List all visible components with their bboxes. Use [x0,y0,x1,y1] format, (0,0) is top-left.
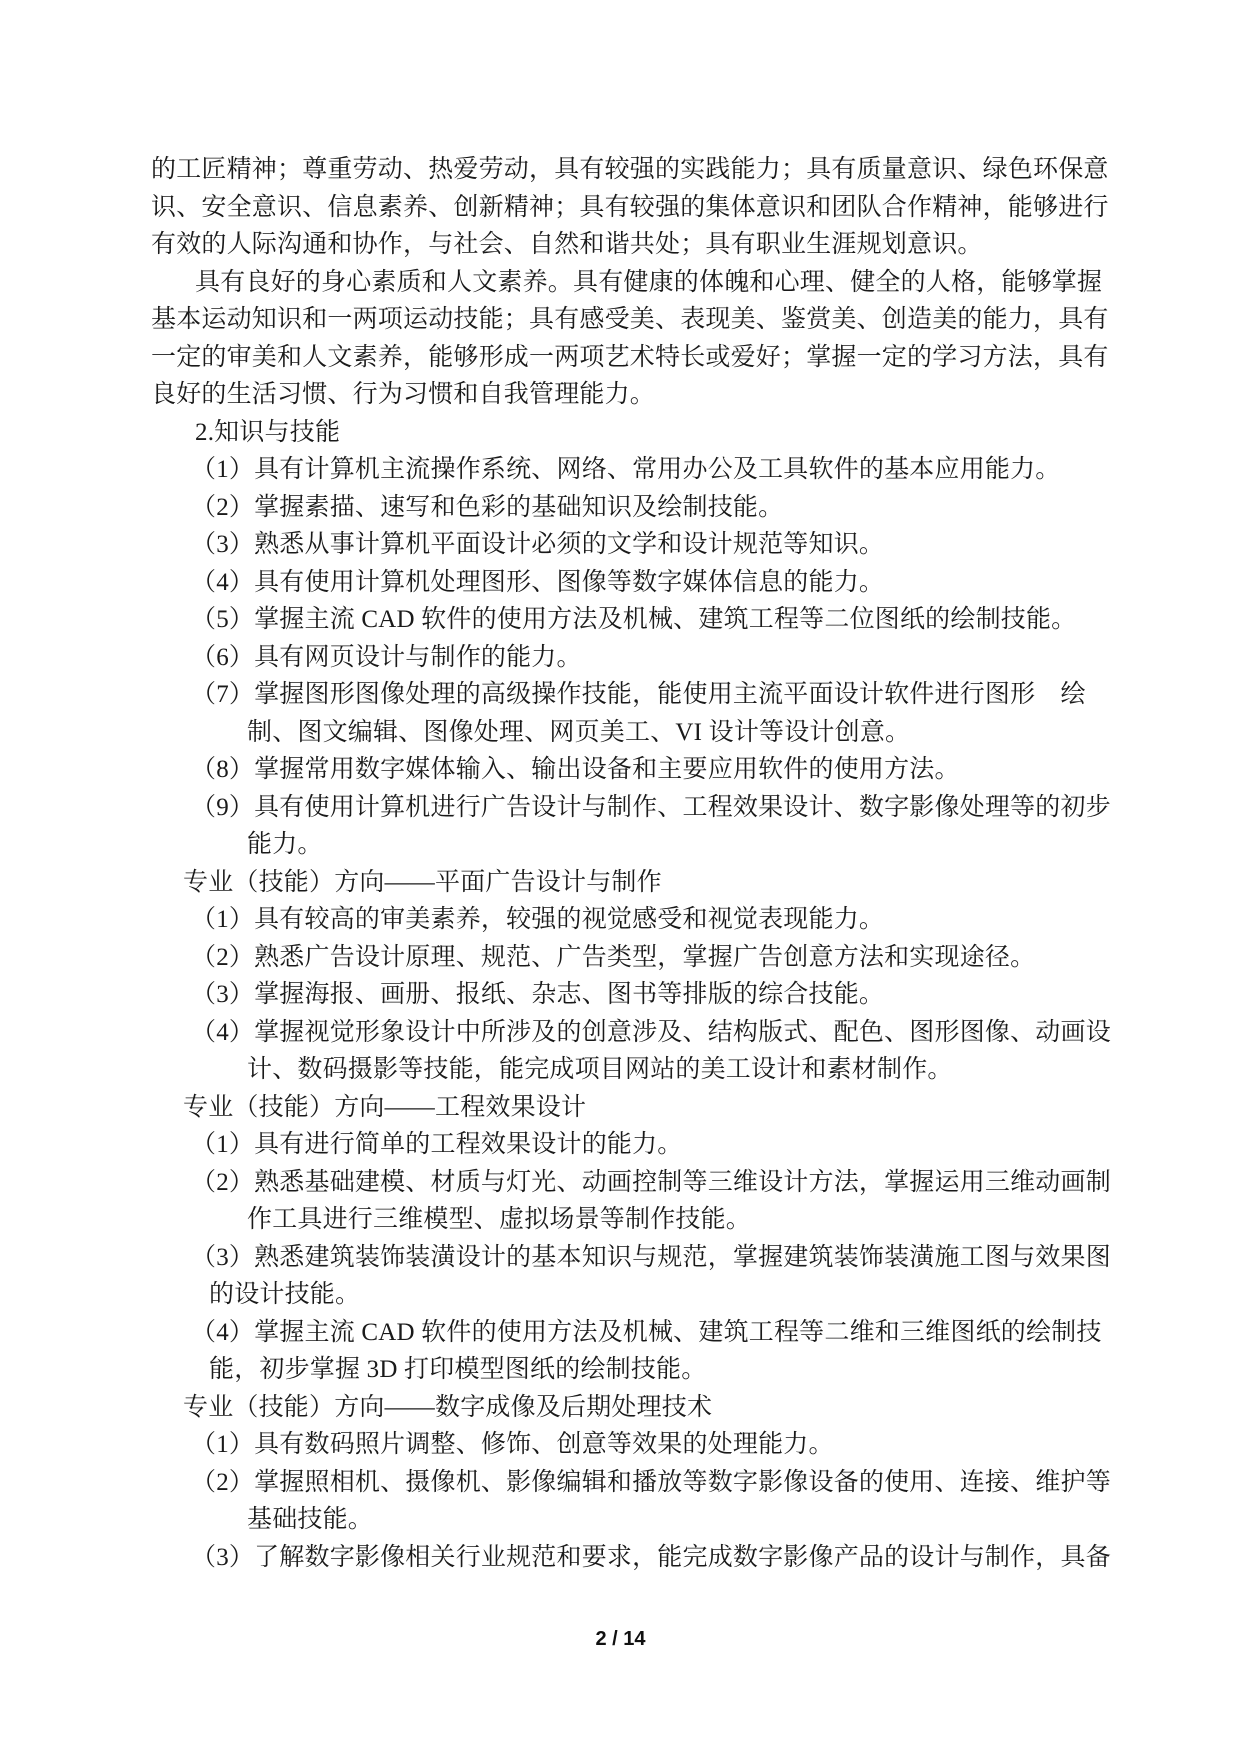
text-line: （3）了解数字影像相关行业规范和要求，能完成数字影像产品的设计与制作，具备 [191,1543,1111,1571]
text-line: （6）具有网页设计与制作的能力。 [191,643,582,671]
text-line: （1）具有进行简单的工程效果设计的能力。 [191,1131,683,1158]
text-line: 制、图文编辑、图像处理、网页美工、VI 设计等设计创意。 [247,718,911,746]
text-line: （7）掌握图形图像处理的高级操作技能，能使用主流平面设计软件进行图形 绘 [191,681,1086,708]
text-line: （1）具有较高的审美素养，较强的视觉感受和视觉表现能力。 [191,906,885,933]
text-line: 的设计技能。 [209,1281,361,1308]
text-line: 能，初步掌握 3D 打印模型图纸的绘制技能。 [209,1356,707,1383]
text-line: 具有良好的身心素质和人文素养。具有健康的体魄和心理、健全的人格，能够掌握 [195,268,1103,296]
text-line: 专业（技能）方向——工程效果设计 [183,1093,587,1121]
document-content [151,151,1116,1576]
text-line: 基本运动知识和一两项运动技能；具有感受美、表现美、鉴赏美、创造美的能力，具有 [151,306,1109,333]
text-line: 计、数码摄影等技能，能完成项目网站的美工设计和素材制作。 [247,1056,953,1083]
text-line: 专业（技能）方向——数字成像及后期处理技术 [183,1393,713,1421]
text-line: 识、安全意识、信息素养、创新精神；具有较强的集体意识和团队合作精神，能够进行 [151,193,1109,221]
text-line: 2.知识与技能 [195,418,341,446]
text-line: （2）熟悉广告设计原理、规范、广告类型，掌握广告创意方法和实现途径。 [191,943,1036,971]
text-line: （2）掌握照相机、摄像机、影像编辑和播放等数字影像设备的使用、连接、维护等 [191,1468,1111,1496]
text-line: 基础技能。 [247,1506,374,1533]
text-line: 的工匠精神；尊重劳动、热爱劳动，具有较强的实践能力；具有质量意识、绿色环保意 [151,156,1109,183]
text-line: （4）掌握主流 CAD 软件的使用方法及机械、建筑工程等二维和三维图纸的绘制技 [191,1318,1102,1346]
text-line: 能力。 [247,831,323,858]
text-line: 作工具进行三维模型、虚拟场景等制作技能。 [247,1206,752,1233]
text-line: （1）具有计算机主流操作系统、网络、常用办公及工具软件的基本应用能力。 [191,456,1061,483]
text-line: （1）具有数码照片调整、修饰、创意等效果的处理能力。 [191,1431,834,1458]
text-line: （4）具有使用计算机处理图形、图像等数字媒体信息的能力。 [191,568,885,596]
text-line: （9）具有使用计算机进行广告设计与制作、工程效果设计、数字影像处理等的初步 [191,793,1111,821]
page-footer [0,1628,1241,1651]
text-line: 有效的人际沟通和协作，与社会、自然和谐共处；具有职业生涯规划意识。 [151,231,983,258]
text-line: （5）掌握主流 CAD 软件的使用方法及机械、建筑工程等二位图纸的绘制技能。 [191,606,1077,633]
text-line: 专业（技能）方向——平面广告设计与制作 [183,868,662,896]
text-line: （2）掌握素描、速写和色彩的基础知识及绘制技能。 [191,493,784,521]
text-line: （2）熟悉基础建模、材质与灯光、动画控制等三维设计方法，掌握运用三维动画制 [191,1168,1111,1196]
text-line: 良好的生活习惯、行为习惯和自我管理能力。 [151,381,656,408]
text-line: （3）熟悉从事计算机平面设计必须的文学和设计规范等知识。 [191,531,885,558]
text-line: （3）掌握海报、画册、报纸、杂志、图书等排版的综合技能。 [191,981,885,1008]
text-line: （4）掌握视觉形象设计中所涉及的创意涉及、结构版式、配色、图形图像、动画设 [191,1018,1111,1046]
page-number: 2 / 14 [595,1628,646,1650]
text-line: （3）熟悉建筑装饰装潢设计的基本知识与规范，掌握建筑装饰装潢施工图与效果图 [191,1243,1111,1271]
text-line: （8）掌握常用数字媒体输入、输出设备和主要应用软件的使用方法。 [191,756,960,783]
text-line: 一定的审美和人文素养，能够形成一两项艺术特长或爱好；掌握一定的学习方法，具有 [151,343,1109,371]
